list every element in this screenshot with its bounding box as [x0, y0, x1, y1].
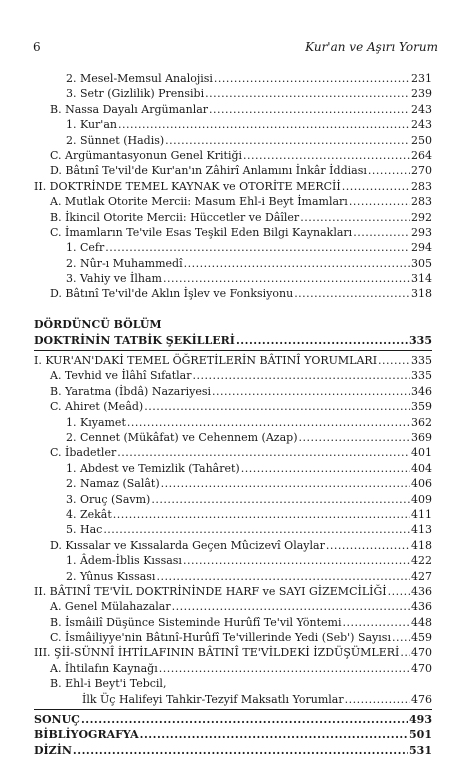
toc-entry [34, 538, 432, 553]
toc-entry-page: 231 [411, 72, 432, 85]
toc-entry-label: A. İhtilafın Kaynağı [50, 661, 158, 675]
toc-entry [34, 676, 432, 691]
toc-entry-label: 1. Âdem-İblis Kıssası [66, 554, 182, 568]
toc-entry-page: 411 [411, 507, 432, 521]
toc-entry-label: C. İsmâiliyye'nin Bâtınî-Hurûfî Te'villerinde Yedi (Seb') Sayısı [50, 631, 391, 645]
toc-entry [34, 430, 432, 445]
dot-leader [236, 333, 408, 348]
toc-entry-page: 239 [411, 87, 432, 101]
toc-entry-page: 305 [411, 256, 432, 270]
toc-entry [34, 599, 432, 614]
toc-entry-label: 3. Setr (Gizlilik) Prensibi [66, 87, 205, 101]
toc-entry-label: II. DOKTRİNDE TEMEL KAYNAK ve OTORİTE MERCİİ [34, 179, 341, 193]
toc-entry [34, 148, 432, 163]
toc-entry-page: 250 [411, 133, 432, 147]
toc-entry-label: BİBLİYOGRAFYA [34, 728, 139, 742]
toc-entry [34, 445, 432, 460]
toc-entry-page: 335 [409, 333, 432, 347]
dot-leader [172, 599, 410, 614]
dot-leader [209, 102, 410, 117]
toc-entry [34, 225, 432, 240]
toc-entry-label: 3. Oruç (Savm) [66, 492, 151, 506]
toc-entry-page: 404 [411, 461, 432, 475]
toc-entry-label: II. BÂTINÎ TE'VİL DOKTRİNİNDE HARF ve SAYI GİZEMCİLİĞİ [34, 584, 387, 598]
toc-back-matter [34, 712, 432, 758]
table-of-contents [34, 71, 432, 758]
dot-leader [151, 492, 410, 507]
toc-entry [34, 569, 432, 584]
dot-leader [214, 71, 410, 86]
dot-leader [184, 256, 410, 271]
toc-entry-label: III. Şİİ-SÜNNÎ İHTİLAFININ BÂTINÎ TE'VİLDEKİ İZDÜŞÜMLERİ [34, 646, 400, 660]
toc-entry-label: İlk Üç Halifeyi Tahkir-Tezyif Maksatlı Yorumlar [82, 692, 344, 706]
toc-entry-page: 264 [411, 148, 432, 162]
toc-entry-page: 369 [411, 430, 432, 444]
toc-entry [34, 286, 432, 301]
toc-entry-label: 1. Kur'an [66, 118, 117, 132]
dot-leader [103, 522, 410, 537]
dot-leader [400, 645, 410, 660]
toc-entry-page: 427 [411, 569, 432, 583]
toc-entry-page: 406 [411, 477, 432, 491]
toc-entry-page: 270 [411, 164, 432, 178]
toc-entry-page: 283 [411, 195, 432, 209]
page-header [33, 40, 438, 56]
toc-entry-label: B. Ehl-i Beyt'i Tebcil, [50, 677, 167, 691]
dot-leader [342, 615, 410, 630]
dot-leader [388, 584, 410, 599]
toc-entry-label: B. Yaratma (İbdâ) Nazariyesi [50, 384, 212, 398]
toc-entry-page: 413 [411, 523, 432, 537]
toc-entry [34, 461, 432, 476]
dot-leader [165, 133, 410, 148]
divider [34, 709, 432, 710]
toc-entry-label: C. Ahiret (Meâd) [50, 400, 144, 414]
toc-entry-page: 346 [411, 384, 432, 398]
dot-leader [349, 194, 410, 209]
toc-entry-page: 335 [411, 354, 432, 368]
toc-entry-label: D. Bâtınî Te'vil'de Aklın İşlev ve Fonksiyonu [50, 287, 294, 301]
toc-entry-page: 531 [409, 743, 432, 757]
running-title: Kur'an ve Aşırı Yorum [305, 40, 438, 54]
page-number: 6 [33, 40, 41, 54]
toc-entry-label: B. İsmâilî Düşünce Sisteminde Hurûfî Te'vil Yöntemi [50, 615, 342, 629]
toc-entry [34, 163, 432, 178]
toc-entry-label: 2. Yûnus Kıssası [66, 569, 156, 583]
dot-leader [345, 692, 410, 707]
toc-entry [34, 399, 432, 414]
toc-section-chapter4 [34, 353, 432, 707]
section-spacer [34, 302, 432, 317]
dot-leader [294, 286, 410, 301]
toc-entry-label: C. İmamların Te'vile Esas Teşkil Eden Bilgi Kaynakları [50, 225, 353, 239]
dot-leader [105, 240, 410, 255]
toc-entry [34, 615, 432, 630]
toc-entry-page: 409 [411, 492, 432, 506]
toc-entry-page: 459 [411, 631, 432, 645]
toc-entry-page: 470 [411, 661, 432, 675]
toc-entry-page: 293 [411, 225, 432, 239]
toc-entry-page: 335 [411, 369, 432, 383]
toc-entry [34, 71, 432, 86]
toc-entry-label: C. İbadetler [50, 446, 117, 460]
toc-entry [34, 507, 432, 522]
dot-leader [73, 743, 408, 758]
dot-leader [163, 271, 410, 286]
toc-entry-label: 1. Abdest ve Temizlik (Tahâret) [66, 461, 240, 475]
toc-entry [34, 384, 432, 399]
toc-entry-label: D. Bâtınî Te'vil'de Kur'an'ın Zâhirî Anlamını İnkâr İddiası [50, 164, 367, 178]
toc-entry-page: 401 [411, 446, 432, 460]
toc-entry-label: 5. Hac [66, 523, 103, 537]
toc-entry-label: 1. Kıyamet [66, 415, 126, 429]
toc-entry [34, 133, 432, 148]
dot-leader [118, 117, 410, 132]
toc-entry-page: 243 [411, 102, 432, 116]
toc-entry [34, 692, 432, 707]
dot-leader [368, 163, 410, 178]
dot-leader [113, 507, 410, 522]
toc-entry-page: 292 [411, 210, 432, 224]
toc-entry [34, 630, 432, 645]
toc-entry [34, 102, 432, 117]
toc-entry [34, 179, 432, 194]
toc-entry-page: 294 [411, 241, 432, 255]
divider [34, 350, 432, 351]
toc-entry [34, 117, 432, 132]
toc-entry [34, 240, 432, 255]
toc-entry [34, 584, 432, 599]
toc-entry-page: 318 [411, 287, 432, 301]
toc-entry [34, 353, 432, 368]
toc-entry-label: SONUÇ [34, 713, 80, 727]
toc-entry-page: 362 [411, 415, 432, 429]
dot-leader [342, 179, 410, 194]
toc-entry-label: I. KUR'AN'DAKİ TEMEL ÖĞRETİLERİN BÂTINÎ YORUMLARI [34, 354, 378, 368]
dot-leader [161, 476, 410, 491]
chapter-title-entry [34, 333, 432, 348]
toc-entry [34, 271, 432, 286]
toc-entry [34, 210, 432, 225]
dot-leader [212, 384, 410, 399]
dot-leader [243, 148, 410, 163]
toc-entry-label: 4. Zekât [66, 507, 112, 521]
dot-leader [353, 225, 410, 240]
dot-leader [192, 368, 410, 383]
toc-entry-label: A. Genel Mülahazalar [50, 600, 171, 614]
dot-leader [144, 399, 410, 414]
toc-entry [34, 256, 432, 271]
toc-entry-label: B. İkincil Otorite Mercii: Hüccetler ve Dâîler [50, 210, 300, 224]
toc-section-continued [34, 71, 432, 302]
dot-leader [183, 553, 410, 568]
toc-entry-label: A. Tevhid ve İlâhî Sıfatlar [50, 369, 192, 383]
dot-leader [326, 538, 410, 553]
toc-entry-label: D. Kıssalar ve Kıssalarda Geçen Mûcizevî Olaylar [50, 538, 325, 552]
dot-leader [392, 630, 410, 645]
toc-entry-label: A. Mutlak Otorite Mercii: Masum Ehl-i Beyt İmamları [50, 195, 348, 209]
toc-entry [34, 712, 432, 727]
toc-entry-page: 314 [411, 272, 432, 286]
dot-leader [298, 430, 410, 445]
toc-entry-page: 283 [411, 179, 432, 193]
toc-entry [34, 492, 432, 507]
toc-entry-label: 2. Nûr-ı Muhammedî [66, 256, 183, 270]
toc-entry [34, 661, 432, 676]
toc-entry-page: 243 [411, 118, 432, 132]
toc-entry-page: 448 [411, 615, 432, 629]
chapter-label: DÖRDÜNCÜ BÖLÜM [34, 318, 162, 332]
dot-leader [156, 569, 410, 584]
toc-entry [34, 368, 432, 383]
toc-entry [34, 727, 432, 742]
toc-entry-page: 418 [411, 538, 432, 552]
toc-entry-page: 436 [411, 600, 432, 614]
toc-entry-label: C. Argümantasyonun Genel Kritiği [50, 148, 243, 162]
dot-leader [205, 86, 410, 101]
dot-leader [117, 445, 410, 460]
toc-entry-label: B. Nassa Dayalı Argümanlar [50, 102, 209, 116]
toc-entry-label: DİZİN [34, 743, 72, 757]
toc-entry [34, 522, 432, 537]
toc-entry-label: 2. Sünnet (Hadis) [66, 133, 165, 147]
toc-entry [34, 553, 432, 568]
dot-leader [241, 461, 410, 476]
toc-entry-label: 2. Mesel-Memsul Analojisi [66, 72, 213, 85]
dot-leader [378, 353, 410, 368]
toc-entry [34, 645, 432, 660]
dot-leader [140, 727, 408, 742]
dot-leader [300, 210, 410, 225]
toc-entry-page: 476 [411, 692, 432, 706]
toc-entry [34, 86, 432, 101]
toc-entry-page: 359 [411, 400, 432, 414]
toc-entry [34, 743, 432, 758]
dot-leader [81, 712, 408, 727]
toc-entry [34, 194, 432, 209]
toc-entry [34, 476, 432, 491]
toc-entry-page: 470 [411, 646, 432, 660]
toc-entry-label: 2. Cennet (Mükâfat) ve Cehennem (Azap) [66, 430, 298, 444]
toc-entry-page: 422 [411, 554, 432, 568]
toc-entry-page: 501 [409, 728, 432, 742]
toc-entry-page: 493 [409, 713, 432, 727]
dot-leader [127, 415, 410, 430]
toc-entry-label: 1. Cefr [66, 241, 105, 255]
toc-entry-page: 436 [411, 584, 432, 598]
toc-entry-label: DOKTRİNİN TATBİK ŞEKİLLERİ [34, 333, 235, 347]
toc-entry-label: 2. Namaz (Salât) [66, 477, 160, 491]
dot-leader [159, 661, 410, 676]
toc-entry [34, 415, 432, 430]
toc-entry-label: 3. Vahiy ve İlham [66, 272, 162, 286]
